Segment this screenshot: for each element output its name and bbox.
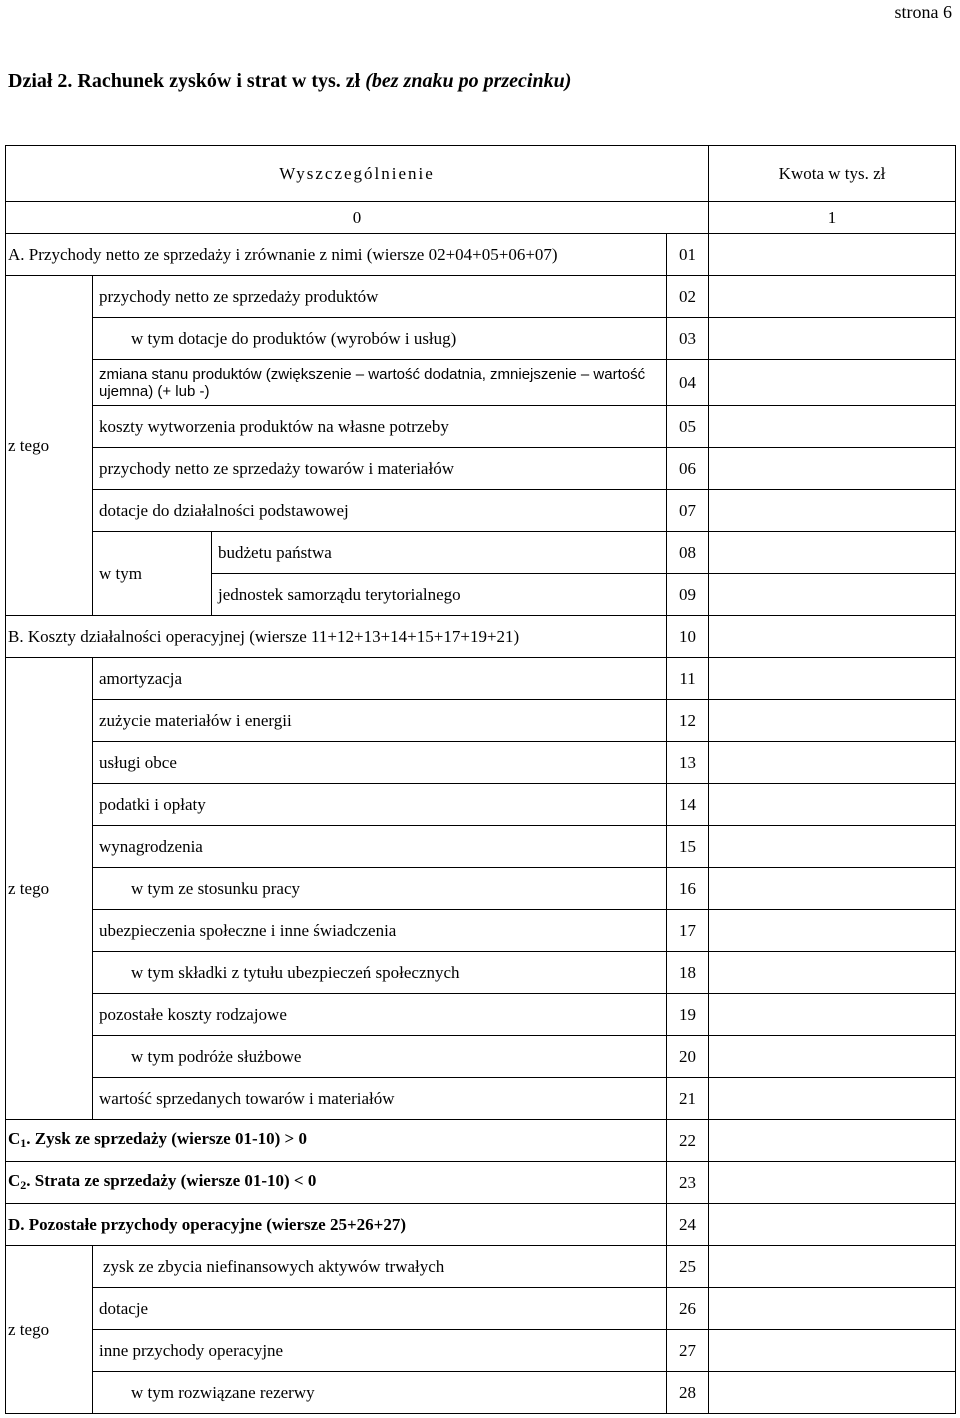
table-row — [6, 276, 956, 318]
table-row — [6, 448, 956, 490]
header-description: Wyszczególnienie — [6, 146, 709, 202]
table-row — [6, 1204, 956, 1246]
row-label: w tym składki z tytułu ubezpieczeń społecznych — [93, 952, 667, 994]
amount-cell[interactable] — [709, 952, 956, 994]
amount-cell[interactable] — [709, 276, 956, 318]
table-row — [6, 616, 956, 658]
amount-cell[interactable] — [709, 784, 956, 826]
row-code: 14 — [667, 784, 709, 826]
row-label: B. Koszty działalności operacyjnej (wiersze 11+12+13+14+15+17+19+21) — [6, 616, 667, 658]
group-label-z-tego: z tego — [6, 1246, 93, 1414]
group-label-w-tym: w tym — [93, 532, 212, 616]
amount-cell[interactable] — [709, 1204, 956, 1246]
column-number-row — [6, 202, 956, 234]
amount-cell[interactable] — [709, 616, 956, 658]
header-amount: Kwota w tys. zł — [709, 146, 956, 202]
amount-cell[interactable] — [709, 406, 956, 448]
row-label: pozostałe koszty rodzajowe — [93, 994, 667, 1036]
row-label: ubezpieczenia społeczne i inne świadczenia — [93, 910, 667, 952]
table-row — [6, 910, 956, 952]
row-label: przychody netto ze sprzedaży produktów — [93, 276, 667, 318]
row-code: 06 — [667, 448, 709, 490]
amount-cell[interactable] — [709, 994, 956, 1036]
row-label: zmiana stanu produktów (zwiększenie – wartość dodatnia, zmniejszenie – wartość ujemna) (+ lub -) — [93, 360, 667, 406]
amount-cell[interactable] — [709, 532, 956, 574]
row-code: 11 — [667, 658, 709, 700]
row-label — [6, 1120, 667, 1162]
section-title-main: Dział 2. Rachunek zysków i strat w tys. zł — [8, 70, 366, 92]
row-label: w tym dotacje do produktów (wyrobów i usług) — [93, 318, 667, 360]
row-label: D. Pozostałe przychody operacyjne (wiersze 25+26+27) — [6, 1204, 667, 1246]
row-label: dotacje do działalności podstawowej — [93, 490, 667, 532]
row-code: 21 — [667, 1078, 709, 1120]
table-row — [6, 868, 956, 910]
amount-cell[interactable] — [709, 1330, 956, 1372]
amount-cell[interactable] — [709, 1372, 956, 1414]
row-label: w tym rozwiązane rezerwy — [93, 1372, 667, 1414]
table-row — [6, 318, 956, 360]
row-code: 07 — [667, 490, 709, 532]
page-number: strona 6 — [894, 2, 952, 22]
amount-cell[interactable] — [709, 448, 956, 490]
row-code: 09 — [667, 574, 709, 616]
amount-cell[interactable] — [709, 1036, 956, 1078]
table-row — [6, 360, 956, 406]
row-label: zużycie materiałów i energii — [93, 700, 667, 742]
section-title-note: (bez znaku po przecinku) — [365, 70, 572, 92]
column-number-1: 1 — [709, 202, 956, 234]
row-code: 12 — [667, 700, 709, 742]
table-row — [6, 1120, 956, 1162]
row-label-prefix: C — [8, 1170, 21, 1190]
row-label: dotacje — [93, 1288, 667, 1330]
table-row — [6, 1288, 956, 1330]
table-row — [6, 1036, 956, 1078]
table-row — [6, 1246, 956, 1288]
amount-cell[interactable] — [709, 700, 956, 742]
amount-cell[interactable] — [709, 658, 956, 700]
header-row — [6, 146, 956, 202]
table-row — [6, 1330, 956, 1372]
group-label-z-tego: z tego — [6, 658, 93, 1120]
row-label-prefix: C — [8, 1128, 21, 1148]
row-code: 20 — [667, 1036, 709, 1078]
table-row — [6, 532, 956, 574]
row-code: 19 — [667, 994, 709, 1036]
row-label: przychody netto ze sprzedaży towarów i materiałów — [93, 448, 667, 490]
table-row — [6, 994, 956, 1036]
income-statement-table — [5, 145, 956, 1414]
row-code: 25 — [667, 1246, 709, 1288]
row-label: koszty wytworzenia produktów na własne potrzeby — [93, 406, 667, 448]
amount-cell[interactable] — [709, 1246, 956, 1288]
table-row — [6, 658, 956, 700]
amount-cell[interactable] — [709, 318, 956, 360]
table-row — [6, 700, 956, 742]
row-code: 05 — [667, 406, 709, 448]
row-code: 02 — [667, 276, 709, 318]
row-code: 10 — [667, 616, 709, 658]
row-label — [6, 1162, 667, 1204]
amount-cell[interactable] — [709, 1120, 956, 1162]
row-label: wynagrodzenia — [93, 826, 667, 868]
amount-cell[interactable] — [709, 826, 956, 868]
row-code: 18 — [667, 952, 709, 994]
row-code: 16 — [667, 868, 709, 910]
amount-cell[interactable] — [709, 234, 956, 276]
table-row — [6, 952, 956, 994]
table-row — [6, 1372, 956, 1414]
row-label: usługi obce — [93, 742, 667, 784]
row-code: 01 — [667, 234, 709, 276]
row-label: podatki i opłaty — [93, 784, 667, 826]
row-code: 23 — [667, 1162, 709, 1204]
table-row — [6, 234, 956, 276]
table-row — [6, 490, 956, 532]
row-label: budżetu państwa — [212, 532, 667, 574]
row-label: amortyzacja — [93, 658, 667, 700]
table-row — [6, 742, 956, 784]
row-label: w tym podróże służbowe — [93, 1036, 667, 1078]
amount-cell[interactable] — [709, 360, 956, 406]
amount-cell[interactable] — [709, 1288, 956, 1330]
row-label: inne przychody operacyjne — [93, 1330, 667, 1372]
row-code: 24 — [667, 1204, 709, 1246]
amount-cell[interactable] — [709, 868, 956, 910]
row-label-text: . Strata ze sprzedaży (wiersze 01-10) < 0 — [26, 1170, 317, 1190]
table-row — [6, 1078, 956, 1120]
table-row — [6, 1162, 956, 1204]
row-label: w tym ze stosunku pracy — [93, 868, 667, 910]
row-code: 17 — [667, 910, 709, 952]
row-code: 04 — [667, 360, 709, 406]
amount-cell[interactable] — [709, 1078, 956, 1120]
row-label-subscript: 1 — [20, 1135, 27, 1150]
row-code: 13 — [667, 742, 709, 784]
amount-cell[interactable] — [709, 910, 956, 952]
row-code: 08 — [667, 532, 709, 574]
row-label: wartość sprzedanych towarów i materiałów — [93, 1078, 667, 1120]
row-label: jednostek samorządu terytorialnego — [212, 574, 667, 616]
table-row — [6, 826, 956, 868]
row-label: A. Przychody netto ze sprzedaży i zrównanie z nimi (wiersze 02+04+05+06+07) — [6, 234, 667, 276]
table-row — [6, 784, 956, 826]
section-title — [8, 70, 571, 93]
row-code: 26 — [667, 1288, 709, 1330]
row-label: zysk ze zbycia niefinansowych aktywów trwałych — [93, 1246, 667, 1288]
row-code: 15 — [667, 826, 709, 868]
row-label-subscript: 2 — [20, 1177, 27, 1192]
table-row — [6, 406, 956, 448]
row-code: 03 — [667, 318, 709, 360]
row-code: 22 — [667, 1120, 709, 1162]
row-code: 28 — [667, 1372, 709, 1414]
row-code: 27 — [667, 1330, 709, 1372]
column-number-0: 0 — [6, 202, 709, 234]
amount-cell[interactable] — [709, 574, 956, 616]
amount-cell[interactable] — [709, 1162, 956, 1204]
row-label-text: . Zysk ze sprzedaży (wiersze 01-10) > 0 — [26, 1128, 307, 1148]
amount-cell[interactable] — [709, 490, 956, 532]
amount-cell[interactable] — [709, 742, 956, 784]
group-label-z-tego: z tego — [6, 276, 93, 616]
